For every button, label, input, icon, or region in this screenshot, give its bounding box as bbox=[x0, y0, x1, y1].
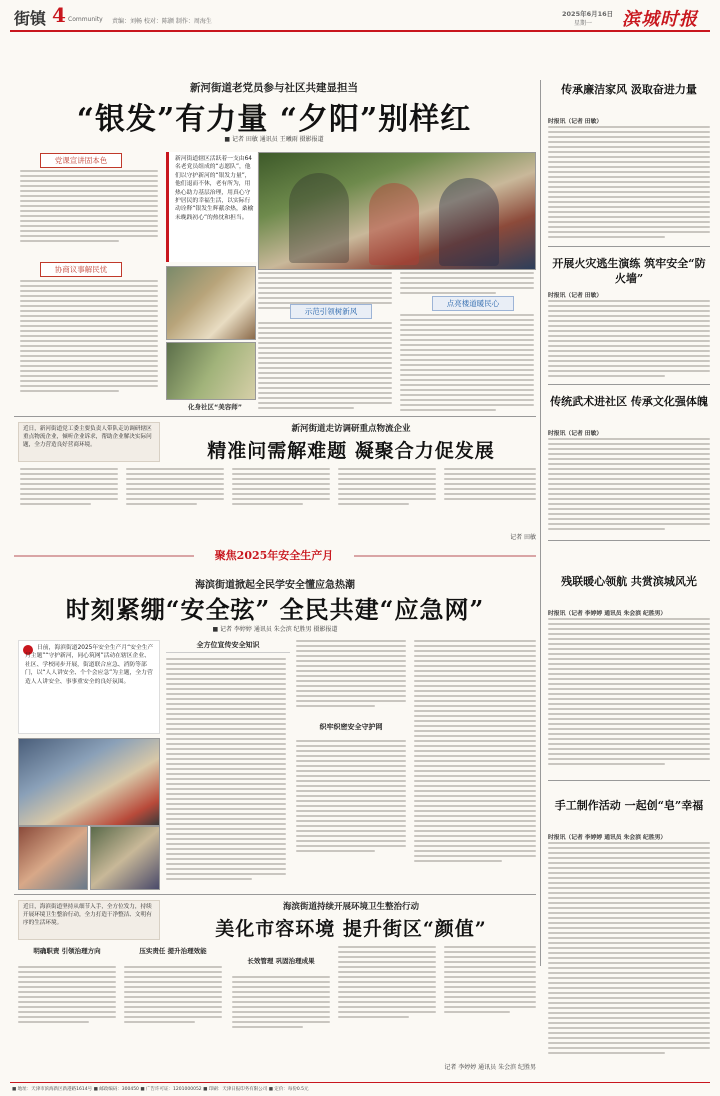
section-heading: 压实责任 提升治理效能 bbox=[139, 947, 207, 955]
story4-col4 bbox=[338, 946, 436, 1021]
story4-subhead: 海滨街道持续开展环境卫生整治行动 bbox=[282, 902, 419, 912]
story2-col5 bbox=[444, 468, 536, 503]
story3-col3a bbox=[296, 640, 406, 710]
story2-intro-box bbox=[18, 422, 160, 462]
story1-col1b-text bbox=[20, 280, 158, 395]
story1-intro-box bbox=[166, 152, 257, 262]
sidebar-item3-text bbox=[548, 438, 710, 533]
section-heading: 明确职责 引领治理方向 bbox=[33, 947, 101, 955]
story1-col4-text bbox=[400, 272, 534, 297]
section-heading: 织牢织密安全守护网 bbox=[319, 723, 383, 731]
footer-rule bbox=[10, 1082, 710, 1083]
page-number: 4 bbox=[52, 3, 66, 27]
banner-text: 聚焦2025年安全生产月 bbox=[194, 548, 354, 564]
sidebar-divider bbox=[548, 780, 710, 781]
story2-col3 bbox=[232, 468, 330, 508]
editor-line: 责编：刘畅 校对：陈颢 制作：周海生 bbox=[112, 18, 212, 25]
sidebar-item5-text bbox=[548, 842, 710, 1057]
story4-intro: 近日，海滨街道坚持从细节入手，全方位发力，持续开展环境卫生整治行动，全力打造干净整洁、文明有序的生活环境。 bbox=[23, 904, 152, 926]
issue-weekday: 星期一 bbox=[574, 20, 593, 27]
story4-intro-box bbox=[18, 900, 160, 940]
story3-byline: ■ 记者 李婷婷 通讯员 朱会滨 纪胜男 摄影报道 bbox=[212, 626, 338, 633]
story4-byline: 记者 李婷婷 通讯员 朱会滨 纪胜男 bbox=[444, 1064, 536, 1071]
sidebar-item4-text bbox=[548, 618, 710, 768]
sidebar-headline: 开展火灾逃生演练 筑牢安全“防火墙” bbox=[552, 257, 706, 285]
paper-logo: 滨城时报 bbox=[622, 9, 698, 30]
story-divider bbox=[14, 416, 536, 417]
story2-col4 bbox=[338, 468, 436, 508]
story1-headline: “银发”有力量 “夕阳”别样红 bbox=[76, 102, 472, 137]
section-heading: 长效管理 巩固治理成果 bbox=[247, 957, 315, 965]
section-name: 街镇 bbox=[14, 9, 47, 28]
story1-col3b-text bbox=[258, 322, 392, 412]
story3-photo-training bbox=[90, 826, 160, 890]
sidebar-item1-text bbox=[548, 126, 710, 241]
footer-text: ■ 地址：天津市滨海新区新港路1614号 ■ 邮政编码：300450 ■ 广告许可证：1201000052 ■ 印刷：天津日报印务有限公司 ■ 定价：每份0.5元 bbox=[12, 1087, 309, 1092]
sidebar-headline: 传承廉洁家风 汲取奋进力量 bbox=[561, 83, 697, 96]
sidebar-byline: 时报讯（记者 田敏） bbox=[548, 431, 603, 437]
story1-subhead: 新河街道老党员参与社区共建显担当 bbox=[190, 82, 358, 94]
story3-col3b bbox=[296, 740, 406, 855]
story2-col2 bbox=[126, 468, 224, 508]
story3-col2 bbox=[166, 658, 286, 883]
sidebar-headline: 手工制作活动 一起创“皂”幸福 bbox=[554, 799, 704, 812]
community-label: Community bbox=[68, 16, 103, 23]
story3-intro: 日前，海滨街道2025年安全生产月“安全生产月主题”“守护新河，同心筑网”活动在辖区企业、社区、学校同步开展，街道联合应急、消防等部门，以“人人讲安全、个个会应急”为主题，全力营造人人讲安全、事事重安全的良好氛围。 bbox=[25, 645, 154, 685]
sidebar-byline: 时报讯（记者 李婷婷 通讯员 朱会滨 纪胜男） bbox=[548, 835, 667, 841]
story2-byline: 记者 田敏 bbox=[510, 534, 536, 541]
story3-headline: 时刻紧绷“安全弦” 全民共建“应急网” bbox=[65, 595, 485, 624]
story3-subhead: 海滨街道掀起全民学安全懂应急热潮 bbox=[195, 580, 355, 591]
section-heading: 全方位宣传安全知识 bbox=[166, 640, 290, 653]
sidebar-divider bbox=[548, 540, 710, 541]
column-divider bbox=[540, 80, 541, 966]
story4-headline: 美化市容环境 提升街区“颜值” bbox=[215, 918, 487, 940]
story3-photo-drill bbox=[18, 826, 88, 890]
story2-headline: 精准问需解难题 凝聚合力促发展 bbox=[207, 440, 495, 462]
section-heading: 协商议事解民忧 bbox=[40, 262, 122, 277]
story1-photo-cleaning bbox=[166, 342, 256, 400]
sidebar-byline: 时报讯（记者 李婷婷 通讯员 朱会滨 纪胜男） bbox=[548, 611, 667, 617]
story2-col1 bbox=[20, 468, 118, 508]
sidebar-item2-text bbox=[548, 300, 710, 380]
photo-caption: 化身社区“美容师” bbox=[188, 403, 243, 411]
sidebar-divider bbox=[548, 246, 710, 247]
story1-col1-text bbox=[20, 170, 158, 245]
sidebar-headline: 残联暖心领航 共赏滨城风光 bbox=[561, 575, 697, 588]
sidebar-byline: 时报讯（记者 田敏） bbox=[548, 119, 603, 125]
story1-photo-group bbox=[258, 152, 536, 270]
story1-photo-seniors bbox=[166, 266, 256, 340]
section-heading: 示范引领树新风 bbox=[290, 304, 372, 319]
story4-col1 bbox=[18, 966, 116, 1026]
story1-col4b-text bbox=[400, 314, 534, 414]
story-divider bbox=[14, 894, 536, 895]
story2-intro: 近日，新河街道党工委主要负责人带队走访调研辖区重点物流企业，倾听企业诉求，帮助企业解决实际问题，全力营造良好营商环境。 bbox=[23, 426, 152, 448]
story1-intro: 新河街道辖区活跃着一支由64名老党员组成的“志愿队”，他们以守护新河的“银发力量”，他们退而不休，老有所为，用热心助力基层治理，用真心守护居民的幸福生活，以实际行动诠释“银发生辉献余热，桑榆未晚践初心”的热忱和担当。 bbox=[175, 156, 254, 221]
sidebar-divider bbox=[548, 384, 710, 385]
sidebar-headline: 传统武术进社区 传承文化强体魄 bbox=[550, 395, 708, 408]
story3-photo-crowd bbox=[18, 738, 160, 826]
header-rule bbox=[10, 30, 710, 32]
story4-col3 bbox=[232, 976, 330, 1031]
story4-col5 bbox=[444, 946, 536, 1016]
story2-subhead: 新河街道走访调研重点物流企业 bbox=[291, 424, 411, 434]
sidebar-byline: 时报讯（记者 田敏） bbox=[548, 293, 603, 299]
section-heading: 点亮楼道暖民心 bbox=[432, 296, 514, 311]
story3-intro-box bbox=[18, 640, 160, 734]
section-heading: 党课宣讲固本色 bbox=[40, 153, 122, 168]
story4-col2 bbox=[124, 966, 222, 1026]
story3-col4 bbox=[414, 640, 536, 865]
issue-date: 2025年6月16日 bbox=[562, 10, 614, 18]
story1-byline: ■ 记者 田敏 通讯员 王曦雨 摄影报道 bbox=[224, 136, 324, 143]
safety-month-banner bbox=[14, 548, 536, 564]
